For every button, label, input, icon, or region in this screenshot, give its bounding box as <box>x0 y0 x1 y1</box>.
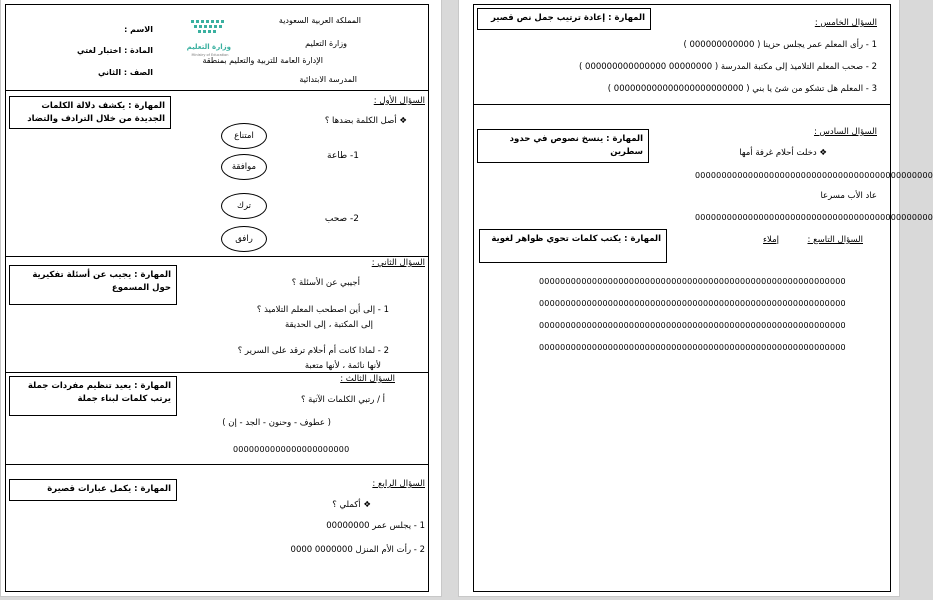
section-divider <box>5 256 429 257</box>
header-ministry: وزارة التعليم <box>305 39 347 48</box>
q9-answer-line[interactable]: 0000000000000000000000000000000000000000000000000000000000 <box>539 321 846 330</box>
exam-page-left <box>0 0 442 597</box>
q4-title: السؤال الرابع : <box>372 479 425 489</box>
q1-option-oval[interactable]: رافق <box>221 226 267 252</box>
q3-instruction: أ / رتبي الكلمات الآتية ؟ <box>300 395 385 405</box>
logo-text: وزارة التعليم <box>186 43 231 51</box>
q5-sentence-3: 3 - المعلم هل تشكو من شئ يا بني ( 000000000000000000000000 ) <box>607 84 877 94</box>
q4-skill-box: المهارة : يكمل عبارات قصيرة <box>9 479 177 501</box>
header-school: المدرسة الابتدائية <box>299 75 357 84</box>
q6-copy-line-2[interactable]: 000000000000000000000000000000000000000000000 <box>695 213 933 222</box>
q1-skill-box: المهارة : يكشف دلالة الكلمات الجديدة من خلال الترادف والتضاد <box>9 96 171 129</box>
q4-instruction: ❖ أكملي ؟ <box>332 500 371 510</box>
q1-instruction: ❖ أصل الكلمة بضدها ؟ <box>324 116 407 126</box>
q1-item-2: 2- صحب <box>324 214 359 224</box>
q6-sentence-2: عاد الأب مسرعا <box>820 191 877 201</box>
q1-item-1: 1- طاعة <box>327 151 359 161</box>
q9-answer-line[interactable]: 0000000000000000000000000000000000000000000000000000000000 <box>539 343 846 352</box>
q2-question-2: 2 - لماذا كانت أم أحلام ترقد على السرير ؟ <box>237 346 389 356</box>
q9-answer-line[interactable]: 0000000000000000000000000000000000000000000000000000000000 <box>539 299 846 308</box>
section-divider <box>473 104 891 105</box>
q6-title: السؤال السادس : <box>813 127 877 137</box>
header-admin: الإدارة العامة للتربية والتعليم بمنطقة <box>202 56 323 65</box>
q2-answer-2: لأنها نائمة ، لأنها متعبة <box>304 361 381 371</box>
q2-skill-box: المهارة : يجيب عن أسئلة تفكيرية حول المسموع <box>9 265 177 305</box>
q5-sentence-1: 1 - رأى المعلم عمر يجلس حزينا ( 000000000000 ) <box>683 40 877 50</box>
q1-option-oval[interactable]: ترك <box>221 193 267 219</box>
ministry-logo-icon <box>189 16 229 44</box>
q1-option-oval[interactable]: امتناع <box>221 123 267 149</box>
q6-skill-box: المهارة : ينسخ نصوص في حدود سطرين <box>477 129 649 163</box>
logo-subtext: Ministry of Education <box>191 53 229 57</box>
grade-label: الصف : الثاني <box>97 68 153 77</box>
exam-page-right <box>458 0 933 597</box>
q1-title: السؤال الأول : <box>373 96 425 106</box>
q2-instruction: أجيبي عن الأسئلة ؟ <box>291 278 360 288</box>
q5-skill-box: المهارة : إعادة ترتيب جمل نص قصير <box>477 8 651 30</box>
q4-sentence-2: 2 - رأت الأم المنزل 0000000 0000 <box>290 545 425 555</box>
q2-title: السؤال الثاني : <box>371 258 425 268</box>
q4-sentence-1: 1 - يجلس عمر 00000000 <box>326 521 425 531</box>
q2-answer-1: إلى المكتبة ، إلى الحديقة <box>285 320 373 330</box>
q3-words: ( عطوف - وحنون - الجد - إن ) <box>222 418 331 428</box>
ministry-logo <box>186 16 231 57</box>
q3-answer-line[interactable]: 0000000000000000000000 <box>233 445 350 454</box>
q6-sentence-1: ❖ دخلت أحلام غرفة أمها <box>739 148 827 158</box>
section-divider <box>5 372 429 373</box>
q9-title: السؤال التاسع : <box>807 235 863 245</box>
section-divider <box>5 90 429 91</box>
q3-title: السؤال الثالث : <box>340 374 395 384</box>
q9-skill-box: المهارة : يكتب كلمات تحوي ظواهر لغوية <box>479 229 667 263</box>
q3-skill-box: المهارة : يعيد تنظيم مفردات جملة يرتب كلمات لبناء جملة <box>9 376 177 416</box>
q6-copy-line-1[interactable]: 000000000000000000000000000000000000000000000 <box>695 171 933 180</box>
q9-answer-line[interactable]: 0000000000000000000000000000000000000000000000000000000000 <box>539 277 846 286</box>
q1-option-oval[interactable]: موافقة <box>221 154 267 180</box>
q2-question-1: 1 - إلى أين اصطحب المعلم التلاميذ ؟ <box>256 305 389 315</box>
subject-label: المادة : اختبار لغتي <box>76 46 153 55</box>
q5-sentence-2: 2 - صحب المعلم التلاميذ إلى مكتبة المدرسة ( 00000000 000000000000000 ) <box>579 62 877 72</box>
section-divider <box>5 464 429 465</box>
q5-title: السؤال الخامس : <box>814 18 877 28</box>
q9-type: إملاء <box>763 235 779 245</box>
header-kingdom: المملكة العربية السعودية <box>278 16 361 25</box>
name-label: الاسم : <box>124 25 153 34</box>
